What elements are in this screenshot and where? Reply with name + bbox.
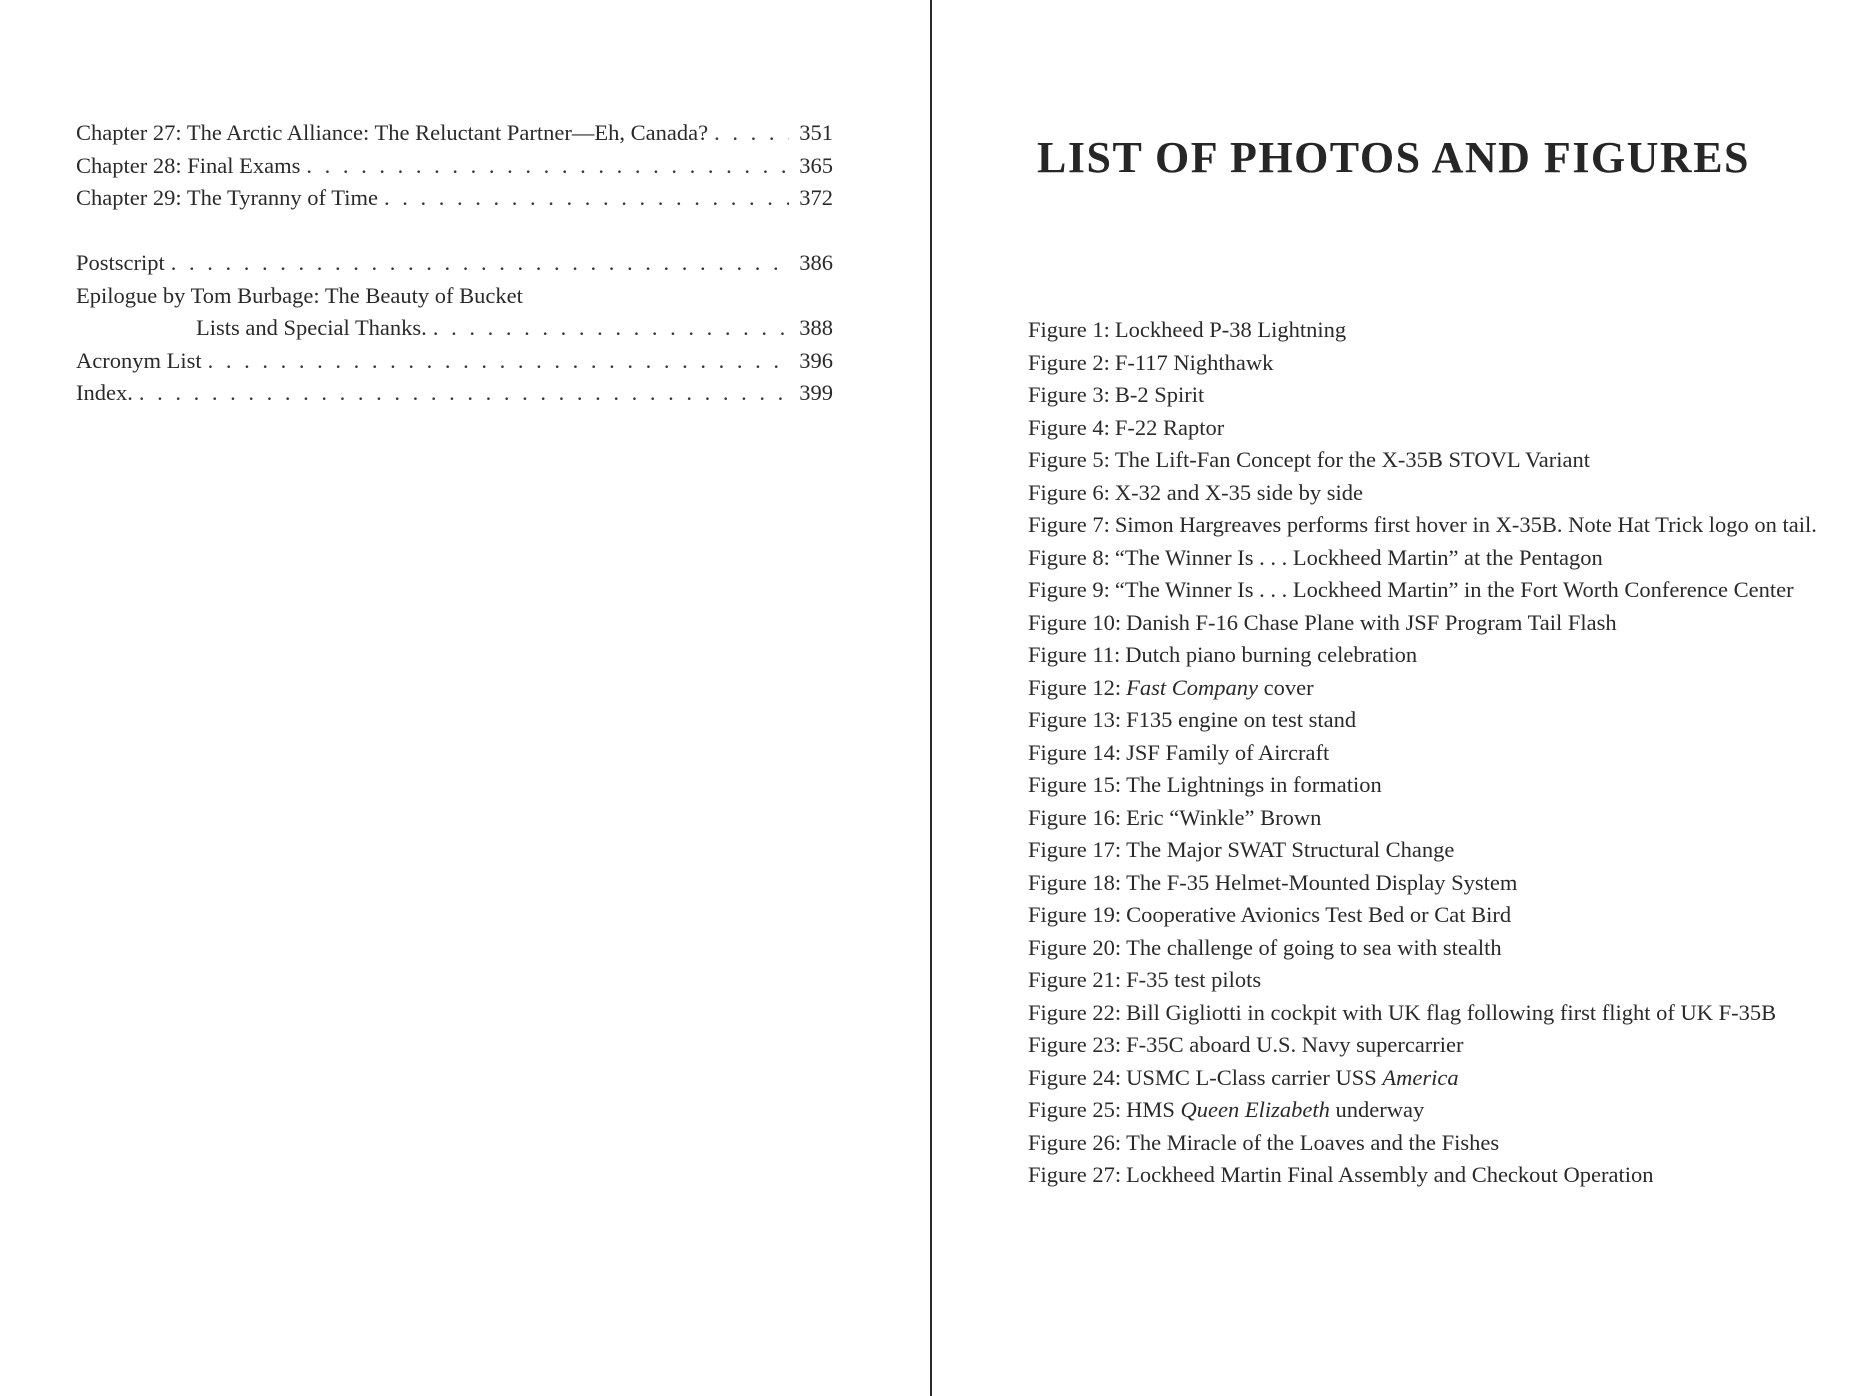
toc-entry-page: 351 [799, 120, 833, 145]
figure-caption: F-35C aboard U.S. Navy supercarrier [1126, 1032, 1464, 1057]
figure-number: Figure 8: [1028, 544, 1110, 570]
figure-caption [1121, 1062, 1828, 1095]
figure-entry [1028, 704, 1828, 737]
figure-number: Figure 23: [1028, 1032, 1122, 1057]
figure-caption-rest: underway [1329, 1097, 1425, 1122]
figure-caption: Danish F-16 Chase Plane with JSF Program Tail Flash [1126, 609, 1617, 635]
figure-entry [1028, 737, 1828, 770]
toc-entry-label: Postscript [76, 250, 165, 275]
figure-caption-pre: USMC L-Class carrier USS [1126, 1064, 1383, 1090]
figure-entry [1028, 347, 1828, 380]
figure-number: Figure 26: [1028, 1129, 1122, 1155]
figure-entry [1028, 1062, 1828, 1095]
figure-number: Figure 17: [1028, 837, 1122, 862]
figure-entry [1028, 314, 1828, 347]
figure-entry [1028, 672, 1828, 705]
figure-number: Figure 7: [1028, 512, 1110, 537]
toc-entry [76, 345, 833, 378]
figure-caption: F135 engine on test stand [1126, 707, 1357, 732]
figure-number: Figure 20: [1028, 934, 1122, 960]
figure-number: Figure 3: [1028, 382, 1110, 407]
toc-leader-dots [384, 182, 789, 215]
figure-entry [1028, 1094, 1828, 1127]
figure-entry [1028, 379, 1828, 412]
figure-number: Figure 11: [1028, 642, 1121, 667]
figure-entry [1028, 1159, 1828, 1192]
figure-entry [1028, 834, 1828, 867]
table-of-contents [76, 117, 833, 410]
figure-entry [1028, 769, 1828, 802]
figure-entry [1028, 509, 1828, 542]
toc-leader-dots [306, 150, 789, 183]
figure-entry [1028, 574, 1828, 607]
figure-caption [1121, 672, 1828, 705]
toc-entry-label: Epilogue by Tom Burbage: The Beauty of Bucket [76, 282, 523, 308]
toc-entry [76, 182, 833, 215]
figure-caption: F-22 Raptor [1114, 414, 1225, 440]
figure-caption: Simon Hargreaves performs first hover in X-35B. Note Hat Trick logo on tail. [1114, 512, 1817, 537]
figure-entry [1028, 412, 1828, 445]
figure-number: Figure 9: [1028, 577, 1110, 602]
figure-number: Figure 2: [1028, 349, 1110, 375]
figure-number: Figure 5: [1028, 447, 1110, 472]
toc-entry-label: Lists and Special Thanks. [196, 315, 427, 340]
figure-caption: Bill Gigliotti in cockpit with UK flag following first flight of UK F-35B [1126, 999, 1777, 1025]
figure-number: Figure 22: [1028, 999, 1122, 1025]
figure-caption: The challenge of going to sea with stealth [1126, 934, 1502, 960]
toc-leader-dots [171, 247, 789, 280]
figure-number: Figure 25: [1028, 1097, 1122, 1122]
figure-caption: JSF Family of Aircraft [1126, 739, 1330, 765]
toc-entry [76, 377, 833, 410]
figure-caption: F-35 test pilots [1126, 967, 1262, 992]
figure-number: Figure 4: [1028, 414, 1110, 440]
figure-number: Figure 18: [1028, 869, 1122, 895]
toc-entry-page: 399 [799, 380, 833, 405]
figure-entry [1028, 932, 1828, 965]
figure-caption-italic: Fast Company [1126, 674, 1258, 700]
figure-caption: B-2 Spirit [1114, 382, 1205, 407]
toc-spacer [76, 215, 833, 248]
figure-number: Figure 21: [1028, 967, 1122, 992]
toc-entry-label: Chapter 29: The Tyranny of Time [76, 185, 378, 210]
figure-entry [1028, 802, 1828, 835]
figure-entry [1028, 899, 1828, 932]
toc-leader-dots [208, 345, 789, 378]
figure-list [1028, 314, 1828, 1192]
figure-number: Figure 14: [1028, 739, 1122, 765]
toc-entry [76, 150, 833, 183]
figure-caption-italic: Queen Elizabeth [1180, 1097, 1330, 1122]
figure-caption: Lockheed P-38 Lightning [1114, 317, 1347, 342]
figure-caption: “The Winner Is . . . Lockheed Martin” in the Fort Worth Conference Center [1114, 577, 1794, 602]
figure-caption: Lockheed Martin Final Assembly and Checkout Operation [1126, 1162, 1654, 1187]
figure-number: Figure 16: [1028, 804, 1122, 830]
figure-number: Figure 27: [1028, 1162, 1122, 1187]
left-page [0, 0, 930, 1396]
toc-entry-page: 386 [799, 250, 833, 275]
toc-entry-label: Acronym List [76, 347, 202, 373]
figure-caption: F-117 Nighthawk [1114, 349, 1274, 375]
figure-number: Figure 12: [1028, 674, 1122, 700]
figure-caption: The Major SWAT Structural Change [1126, 837, 1455, 862]
figure-caption: Dutch piano burning celebration [1125, 642, 1418, 667]
toc-entry-label: Index. [76, 380, 133, 405]
figure-caption-rest: cover [1258, 674, 1314, 700]
toc-entry-continuation [76, 312, 833, 345]
toc-leader-dots [714, 117, 789, 150]
figure-number: Figure 10: [1028, 609, 1122, 635]
figure-entry [1028, 964, 1828, 997]
figure-caption: The F-35 Helmet-Mounted Display System [1126, 869, 1518, 895]
toc-leader-dots [433, 312, 789, 345]
figure-number: Figure 6: [1028, 479, 1110, 505]
toc-entry [76, 280, 833, 313]
figure-entry [1028, 542, 1828, 575]
figure-caption-pre: HMS [1126, 1097, 1181, 1122]
toc-entry [76, 117, 833, 150]
figure-entry [1028, 639, 1828, 672]
figure-caption: Cooperative Avionics Test Bed or Cat Bird [1126, 902, 1512, 927]
figure-entry [1028, 477, 1828, 510]
figure-number: Figure 19: [1028, 902, 1122, 927]
toc-entry-page: 372 [799, 185, 833, 210]
toc-entry-label: Chapter 28: Final Exams [76, 152, 301, 178]
figure-entry [1028, 1127, 1828, 1160]
figure-caption: Eric “Winkle” Brown [1126, 804, 1322, 830]
figure-number: Figure 15: [1028, 772, 1122, 797]
figure-entry [1028, 1029, 1828, 1062]
figure-entry [1028, 607, 1828, 640]
figure-caption: The Miracle of the Loaves and the Fishes [1126, 1129, 1500, 1155]
figure-entry [1028, 867, 1828, 900]
figure-caption: “The Winner Is . . . Lockheed Martin” at the Pentagon [1114, 544, 1603, 570]
figure-number: Figure 1: [1028, 317, 1110, 342]
figure-caption: The Lightnings in formation [1126, 772, 1382, 797]
figure-number: Figure 13: [1028, 707, 1122, 732]
toc-leader-dots [139, 377, 789, 410]
toc-entry-page: 365 [799, 152, 833, 178]
toc-entry-label: Chapter 27: The Arctic Alliance: The Reluctant Partner—Eh, Canada? [76, 120, 709, 145]
figure-caption-italic: America [1382, 1064, 1459, 1090]
figure-entry [1028, 997, 1828, 1030]
toc-entry-page: 388 [799, 315, 833, 340]
toc-entry-page: 396 [799, 347, 833, 373]
figure-entry [1028, 444, 1828, 477]
toc-entry [76, 247, 833, 280]
figure-caption [1121, 1094, 1828, 1127]
figure-caption: The Lift-Fan Concept for the X-35B STOVL Variant [1114, 447, 1590, 472]
figure-caption: X-32 and X-35 side by side [1114, 479, 1363, 505]
right-page [932, 0, 1862, 1396]
figure-number: Figure 24: [1028, 1064, 1122, 1090]
page-title: LIST OF PHOTOS AND FIGURES [1037, 133, 1751, 182]
